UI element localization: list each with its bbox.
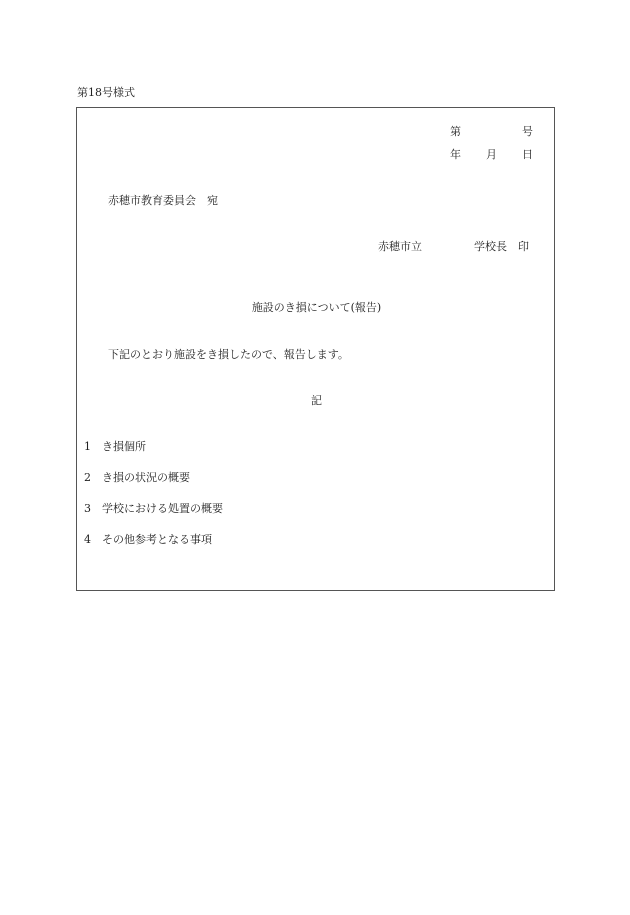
item-number: 1 [84,440,91,453]
list-item [84,502,223,516]
item-label: 学校における処置の概要 [102,502,223,515]
form-frame [76,107,555,591]
item-number: 2 [84,471,91,484]
ki-heading: 記 [311,394,322,407]
item-number: 3 [84,502,91,515]
document-number-dai: 第 [450,125,461,138]
document-title: 施設のき損について(報告) [251,301,382,314]
sender-title: 学校長 印 [474,240,529,253]
date-month-label: 月 [486,148,497,161]
item-label: その他参考となる事項 [102,533,212,546]
document-number-go: 号 [522,125,533,138]
addressee: 赤穂市教育委員会 宛 [108,194,218,207]
form-number: 第18号様式 [77,86,135,99]
body-text: 下記のとおり施設をき損したので、報告します。 [108,348,349,361]
list-item [84,533,212,547]
list-item [84,440,146,454]
list-item [84,471,190,485]
item-label: き損の状況の概要 [102,471,190,484]
date-year-label: 年 [450,148,461,161]
item-number: 4 [84,533,91,546]
sender-city: 赤穂市立 [378,240,422,253]
date-day-label: 日 [522,148,533,161]
item-label: き損個所 [102,440,146,453]
